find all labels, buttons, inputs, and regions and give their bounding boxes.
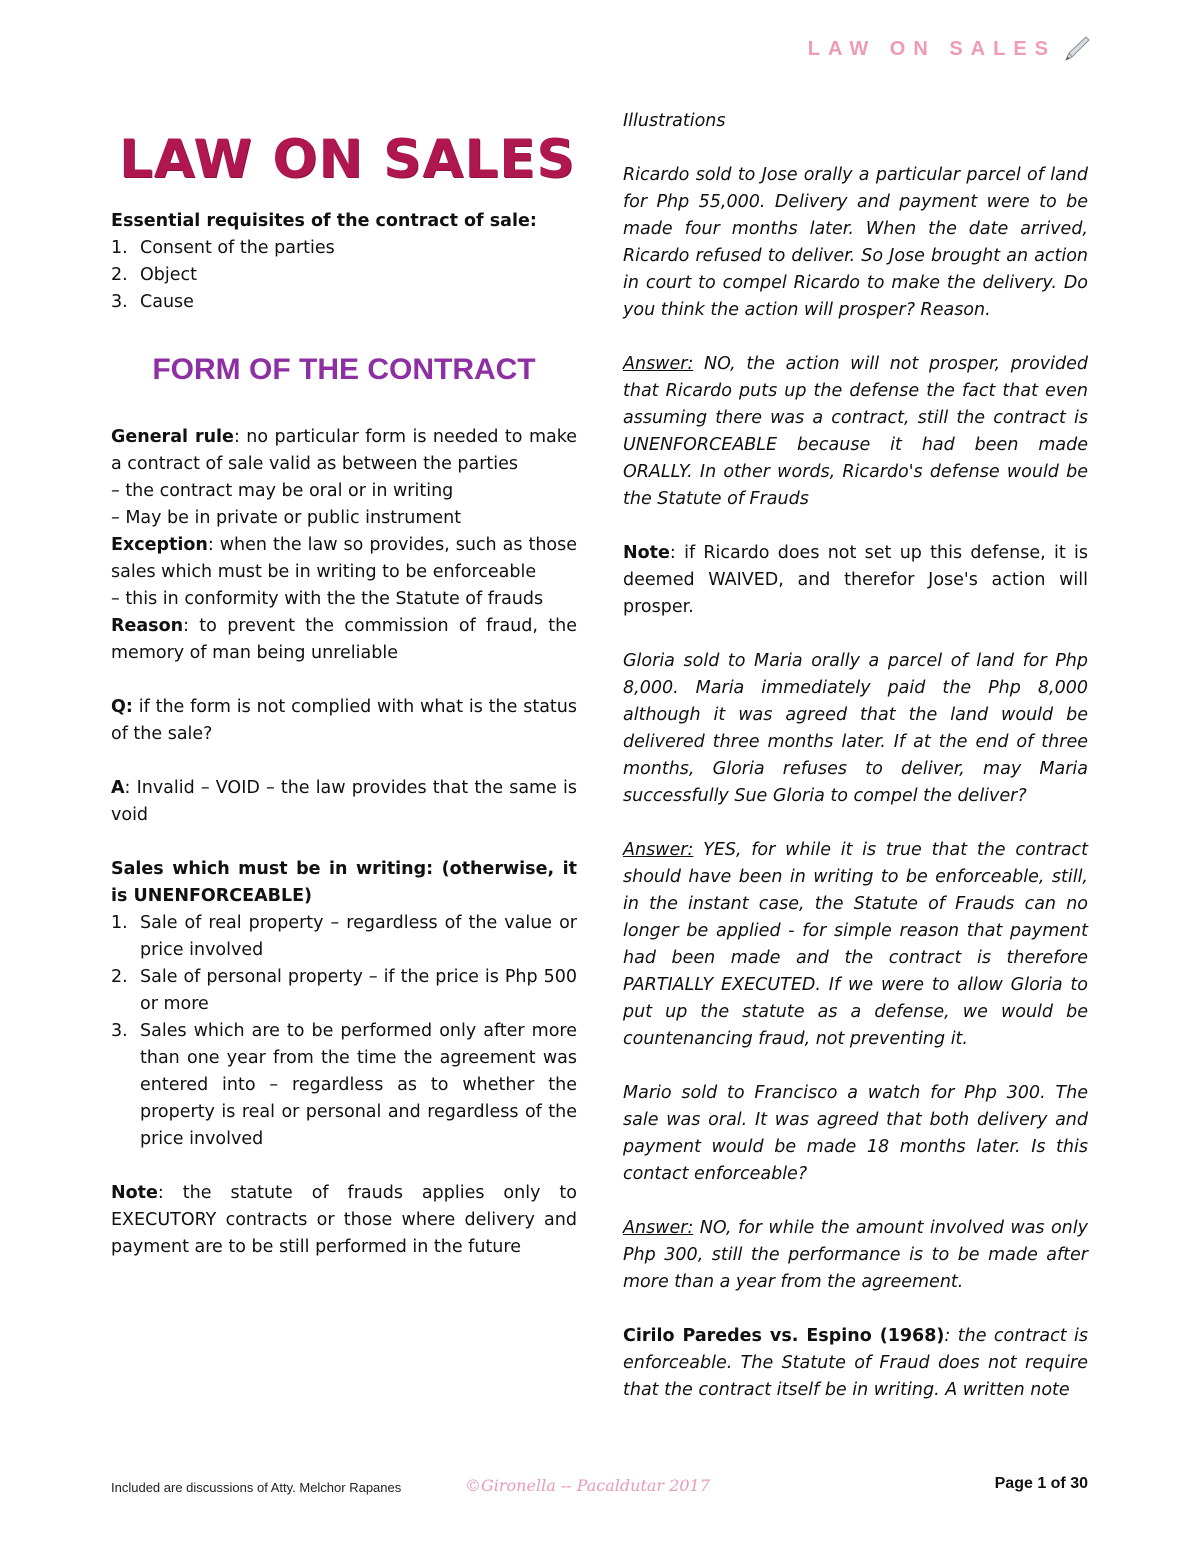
answer-label: Answer: [623,354,694,374]
case-text: : the contract is enforceable. The Statute of Fraud does not require that the contract itself be in writing. A written note [623,1326,1089,1400]
general-rule-paragraph [111,424,577,478]
answer-paragraph [111,775,577,829]
answer-paragraph [623,1215,1088,1296]
header-title: LAW ON SALES [807,37,1056,60]
writing-list [111,910,577,1153]
note-label: Note [111,1183,158,1203]
general-rule-label: General rule [111,427,234,447]
case-citation: Cirilo Paredes vs. Espino (1968) [623,1326,945,1346]
answer-text: NO, for while the amount involved was only Php 300, still the performance is to be made after more than a year from the agreement. [623,1218,1088,1292]
writing-heading: Sales which must be in writing: (otherwise, it is UNENFORCEABLE) [111,859,577,906]
question-paragraph [111,694,577,748]
case-paragraph: Mario sold to Francisco a watch for Php 300. The sale was oral. It was agreed that both delivery and payment would be made 18 months later. Is this contact enforceable? [623,1083,1088,1184]
general-rule-text: : no particular form is needed to make a contract of sale valid as between the parties [111,427,577,474]
reason-label: Reason [111,616,184,636]
pen-icon [1062,34,1092,64]
note-paragraph [111,1180,577,1261]
general-rule-line: – the contract may be oral or in writing [111,481,454,501]
list-item: 1. Consent of the parties [111,238,335,258]
general-rule-line: – May be in private or public instrument [111,508,462,528]
list-item: 2. Sale of personal property – if the price is Php 500 or more [111,967,577,1014]
case-paragraph [623,1323,1088,1404]
note-text: : the statute of frauds applies only to EXECUTORY contracts or those where delivery and payment are to be still performed in the future [111,1183,577,1257]
footer-copyright: ©Gironella -- Pacaldutar 2017 [465,1476,710,1495]
illustrations-heading: Illustrations [623,111,726,131]
footer-credit: Included are discussions of Atty. Melchor Rapanes [111,1480,402,1495]
list-item: 1. Sale of real property – regardless of the value or price involved [111,913,577,960]
case-paragraph: Ricardo sold to Jose orally a particular parcel of land for Php 55,000. Delivery and payment were to be made four months later. When the date arrived, Ricardo refused to deliver. So Jose brought an action in court to compel Ricardo to make the delivery. Do you think the action will prosper? Reason. [623,165,1088,320]
answer-label: Answer: [623,840,694,860]
note-paragraph [623,540,1088,621]
exception-line: – this in conformity with the the Statute of frauds [111,589,544,609]
requisites-heading: Essential requisites of the contract of sale: [111,211,537,231]
answer-label: Answer: [623,1218,694,1238]
list-item: 3. Sales which are to be performed only after more than one year from the time the agreement was entered into – regardless as to whether the property is real or personal and regardless of the price involved [111,1021,577,1149]
page-header [808,34,1092,64]
exception-text: : when the law so provides, such as those sales which must be in writing to be enforceable [111,535,577,582]
list-item: 3. Cause [111,292,194,312]
left-column [111,108,577,1261]
page-number: Page 1 of 30 [994,1475,1088,1492]
note-text: : if Ricardo does not set up this defense, it is deemed WAIVED, and therefor Jose's action will prosper. [623,543,1088,617]
answer-paragraph [623,351,1088,513]
answer-label: A [111,778,125,798]
reason-text: : to prevent the commission of fraud, the memory of man being unreliable [111,616,577,663]
right-column [623,108,1088,1404]
answer-text: NO, the action will not prosper, provided that Ricardo puts up the defense the fact that even assuming there was a contract, still the contract is UNENFORCEABLE because it had been made ORALLY. In other words, Ricardo's defense would be the Statute of Frauds [623,354,1088,509]
question-label: Q: [111,697,133,717]
exception-paragraph [111,532,577,586]
document-title: LAW ON SALES [119,129,576,190]
case-paragraph: Gloria sold to Maria orally a parcel of land for Php 8,000. Maria immediately paid the Php 8,000 although it was agreed that the land would be delivered three months later. If at the end of three months, Gloria refuses to deliver, may Maria successfully Sue Gloria to compel the deliver? [623,651,1088,806]
requisites-list [111,235,577,316]
section-title: FORM OF THE CONTRACT [152,353,536,386]
reason-paragraph [111,613,577,667]
answer-text: YES, for while it is true that the contract should have been in writing to be enforceable, still, in the instant case, the Statute of Frauds can no longer be applied - for simple reason that payment had been made and the contract is therefore PARTIALLY EXECUTED. If we were to allow Gloria to put up the statute as a defense, we would be countenancing fraud, not preventing it. [623,840,1088,1049]
question-text: if the form is not complied with what is the status of the sale? [111,697,577,744]
note-label: Note [623,543,670,563]
answer-text: : Invalid – VOID – the law provides that the same is void [111,778,577,825]
exception-label: Exception [111,535,208,555]
list-item: 2. Object [111,265,197,285]
answer-paragraph [623,837,1088,1053]
